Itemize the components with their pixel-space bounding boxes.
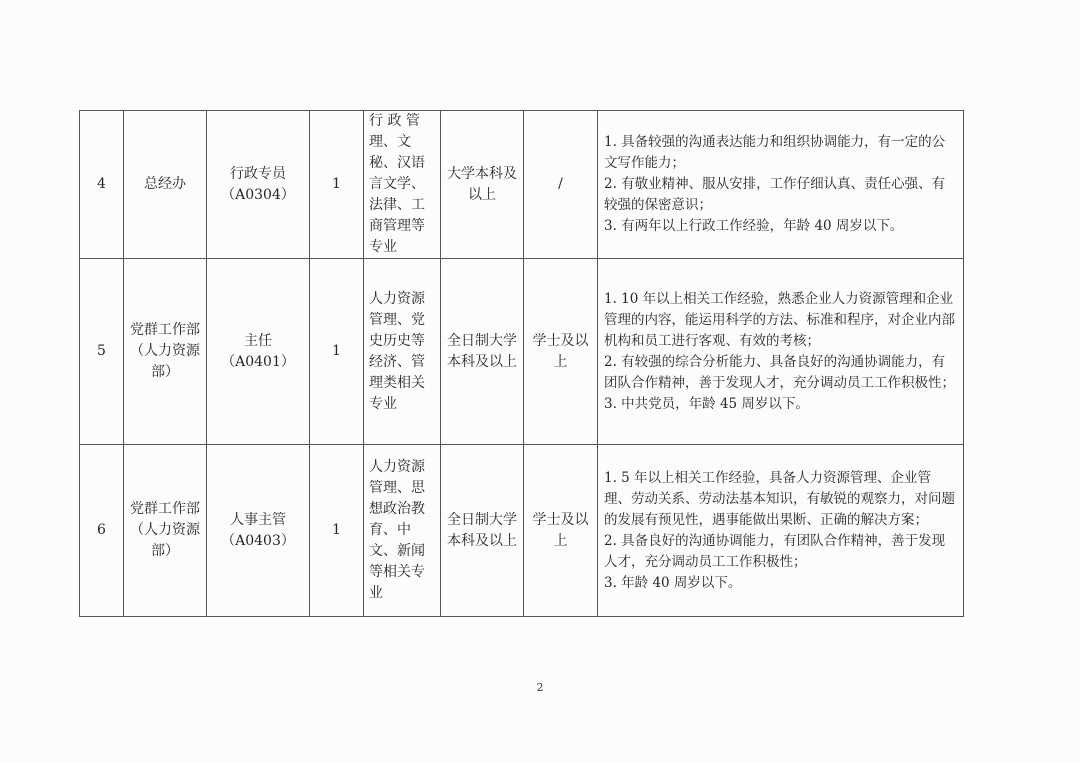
post-name: 行政专员 xyxy=(230,165,286,182)
recruitment-table xyxy=(79,110,964,617)
education-cell: 全日制大学本科及以上 xyxy=(441,445,524,617)
dept-cell: 总经办 xyxy=(124,111,207,259)
education-cell: 全日制大学本科及以上 xyxy=(441,259,524,445)
major-cell: 人力资源管理、思想政治教育、中文、新闻等相关专业 xyxy=(364,445,441,617)
requirement-item: 1. 具备较强的沟通表达能力和组织协调能力，有一定的公文写作能力； xyxy=(604,134,946,171)
count-cell: 1 xyxy=(310,445,364,617)
requirement-item: 3. 有两年以上行政工作经验，年龄 40 周岁以下。 xyxy=(604,218,904,234)
post-cell xyxy=(207,111,310,259)
dept-cell: 党群工作部（人力资源部） xyxy=(124,259,207,445)
seq-cell: 6 xyxy=(80,445,124,617)
degree-cell: 学士及以上 xyxy=(524,259,598,445)
post-code: （A0403） xyxy=(221,532,295,549)
table-row xyxy=(80,111,964,259)
requirement-item: 1. 5 年以上相关工作经验，具备人力资源管理、企业管理、劳动关系、劳动法基本知识，有敏锐的观察力，对问题的发展有预见性，遇事能做出果断、正确的解决方案； xyxy=(604,469,955,528)
table-row xyxy=(80,445,964,617)
post-code: （A0304） xyxy=(221,186,295,203)
requirement-item: 1. 10 年以上相关工作经验，熟悉企业人力资源管理和企业管理的内容，能运用科学的方法、标准和程序，对企业内部机构和员工进行客观、有效的考核； xyxy=(604,290,955,349)
degree-cell: / xyxy=(524,111,598,259)
post-code: （A0401） xyxy=(221,353,295,370)
count-cell: 1 xyxy=(310,259,364,445)
requirement-item: 2. 有敬业精神、服从安排，工作仔细认真、责任心强、有较强的保密意识； xyxy=(604,176,946,213)
seq-cell: 4 xyxy=(80,111,124,259)
degree-cell: 学士及以上 xyxy=(524,445,598,617)
requirement-item: 3. 中共党员，年龄 45 周岁以下。 xyxy=(604,395,809,412)
dept-cell: 党群工作部（人力资源部） xyxy=(124,445,207,617)
post-cell xyxy=(207,445,310,617)
post-cell xyxy=(207,259,310,445)
post-name: 人事主管 xyxy=(230,511,286,528)
requirement-item: 2. 有较强的综合分析能力、具备良好的沟通协调能力，有团队合作精神，善于发现人才，充分调动员工工作积极性； xyxy=(604,353,955,391)
requirement-item: 2. 具备良好的沟通协调能力，有团队合作精神，善于发现人才，充分调动员工工作积极性； xyxy=(604,532,946,570)
count-cell: 1 xyxy=(310,111,364,259)
major-cell: 行 政 管 理、文秘、汉语言文学、法律、工商管理等专业 xyxy=(364,111,441,259)
seq-cell: 5 xyxy=(80,259,124,445)
requirements-cell xyxy=(598,445,964,617)
page-number: 2 xyxy=(536,681,544,694)
education-cell: 大学本科及以上 xyxy=(441,111,524,259)
requirement-item: 3. 年龄 40 周岁以下。 xyxy=(604,574,742,591)
requirements-cell xyxy=(598,111,964,259)
requirements-cell xyxy=(598,259,964,445)
table-row xyxy=(80,259,964,445)
post-name: 主任 xyxy=(244,332,272,349)
major-cell: 人力资源管理、党史历史等经济、管理类相关专业 xyxy=(364,259,441,445)
